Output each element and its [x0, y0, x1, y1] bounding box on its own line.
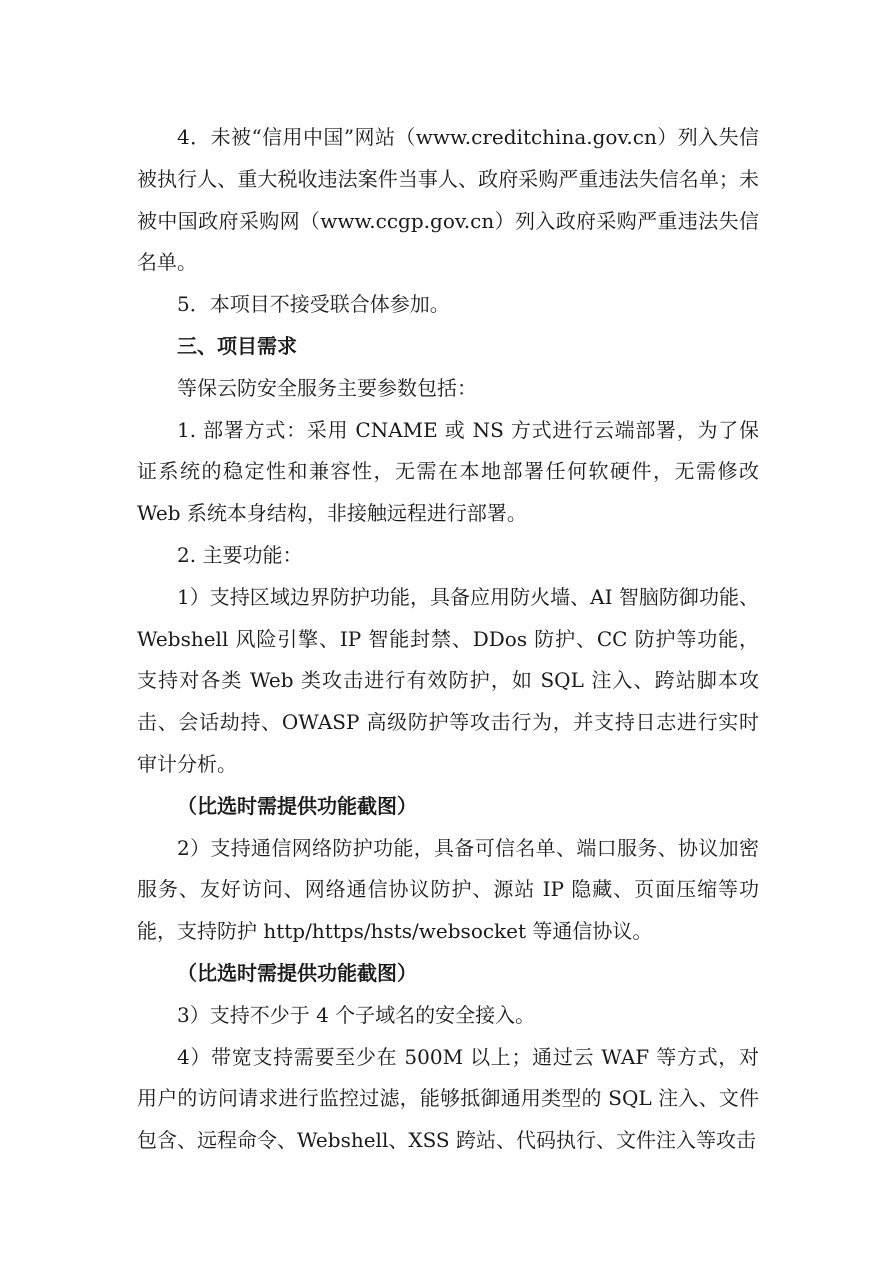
function-3-paragraph: 3）支持不少于 4 个子域名的安全接入。: [177, 1002, 536, 1027]
requirement-5-paragraph: 5．本项目不接受联合体参加。: [177, 292, 450, 317]
function-2-paragraph: 2）支持通信网络防护功能，具备可信名单、端口服务、协议加密服务、友好访问、网络通信协议防护、源站 IP 隐藏、页面压缩等功能，支持防护 http/https/hsts/websocket 等通信协议。: [137, 835, 759, 944]
function-1-paragraph: 1）支持区域边界防护功能，具备应用防火墙、AI 智脑防御功能、Webshell 风险引擎、IP 智能封禁、DDos 防护、CC 防护等功能，支持对各类 Web 类攻击进行有效防护，如 SQL 注入、跨站脚本攻击、会话劫持、OWASP 高级防护等攻击行为，并支持日志进行实时审计分析。: [137, 584, 759, 776]
document-body: [137, 117, 759, 1162]
main-functions-heading: 2. 主要功能：: [177, 542, 303, 567]
requirement-4-paragraph: 4．未被“信用中国”网站（www.creditchina.gov.cn）列入失信被执行人、重大税收违法案件当事人、政府采购严重违法失信名单；未被中国政府采购网（www.ccgp.gov.cn）列入政府采购严重违法失信名单。: [137, 125, 759, 275]
screenshot-note-2: （比选时需提供功能截图）: [177, 960, 417, 985]
section-3-heading: 三、项目需求: [177, 333, 297, 358]
function-4-paragraph: 4）带宽支持需要至少在 500M 以上；通过云 WAF 等方式，对用户的访问请求进行监控过滤，能够抵御通用类型的 SQL 注入、文件包含、远程命令、Webshell、XSS 跨站、代码执行、文件注入等攻击: [137, 1044, 759, 1153]
deployment-method-paragraph: 1. 部署方式：采用 CNAME 或 NS 方式进行云端部署，为了保证系统的稳定性和兼容性，无需在本地部署任何软硬件，无需修改 Web 系统本身结构，非接触远程进行部署。: [137, 417, 759, 526]
service-intro-paragraph: 等保云防安全服务主要参数包括：: [177, 375, 477, 400]
screenshot-note-1: （比选时需提供功能截图）: [177, 793, 417, 818]
